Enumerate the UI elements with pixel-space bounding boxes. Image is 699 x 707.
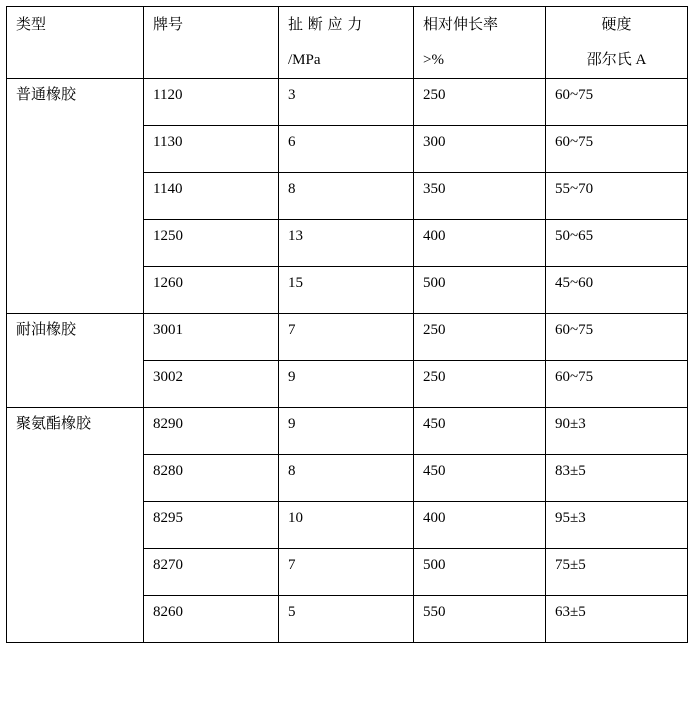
cell-grade: 1250: [144, 220, 279, 267]
cell-hardness: 45~60: [546, 267, 688, 314]
cell-stress: 9: [279, 361, 414, 408]
cell-elongation: 400: [414, 502, 546, 549]
cell-hardness: 50~65: [546, 220, 688, 267]
cell-elongation: 450: [414, 455, 546, 502]
cell-elongation: 350: [414, 173, 546, 220]
group-label: 耐油橡胶: [16, 322, 77, 338]
cell-elongation: 550: [414, 596, 546, 643]
cell-grade: 1130: [144, 126, 279, 173]
header-cell-stress: [279, 7, 414, 79]
cell-stress: 7: [279, 549, 414, 596]
header-cell-type: [7, 7, 144, 79]
cell-elongation: 250: [414, 314, 546, 361]
cell-grade: 8290: [144, 408, 279, 455]
rubber-specification-table: [6, 6, 688, 643]
group-label: 普通橡胶: [16, 87, 77, 103]
table-row: [7, 314, 688, 361]
header-label-grade: 牌号: [153, 17, 184, 33]
cell-elongation: 450: [414, 408, 546, 455]
cell-grade: 8280: [144, 455, 279, 502]
cell-hardness: 95±3: [546, 502, 688, 549]
header-label-elongation-unit: >%: [423, 52, 444, 68]
cell-grade: 3001: [144, 314, 279, 361]
cell-elongation: 250: [414, 361, 546, 408]
group-cell-oil-resistant-rubber: [7, 314, 144, 408]
header-label-stress-unit: /MPa: [288, 52, 321, 68]
cell-elongation: 300: [414, 126, 546, 173]
cell-elongation: 500: [414, 549, 546, 596]
cell-grade: 1260: [144, 267, 279, 314]
header-label-hardness: 硬度: [601, 17, 632, 33]
cell-stress: 8: [279, 173, 414, 220]
cell-stress: 5: [279, 596, 414, 643]
cell-grade: 3002: [144, 361, 279, 408]
cell-stress: 3: [279, 79, 414, 126]
cell-stress: 9: [279, 408, 414, 455]
cell-elongation: 400: [414, 220, 546, 267]
header-label-elongation: 相对伸长率: [423, 17, 499, 33]
cell-hardness: 90±3: [546, 408, 688, 455]
group-cell-ordinary-rubber: [7, 79, 144, 314]
cell-elongation: 500: [414, 267, 546, 314]
header-cell-hardness: [546, 7, 688, 79]
header-cell-grade: [144, 7, 279, 79]
cell-hardness: 75±5: [546, 549, 688, 596]
cell-grade: 8260: [144, 596, 279, 643]
cell-stress: 10: [279, 502, 414, 549]
header-label-type: 类型: [16, 17, 47, 33]
header-label-stress: 扯 断 应 力: [288, 17, 363, 33]
table-row: [7, 408, 688, 455]
cell-stress: 15: [279, 267, 414, 314]
cell-elongation: 250: [414, 79, 546, 126]
cell-hardness: 60~75: [546, 314, 688, 361]
cell-grade: 8270: [144, 549, 279, 596]
cell-stress: 7: [279, 314, 414, 361]
header-label-hardness-scale: 邵尔氏 A: [586, 52, 647, 68]
cell-hardness: 83±5: [546, 455, 688, 502]
cell-stress: 8: [279, 455, 414, 502]
cell-grade: 1120: [144, 79, 279, 126]
cell-hardness: 60~75: [546, 361, 688, 408]
table-header-row: [7, 7, 688, 79]
cell-hardness: 63±5: [546, 596, 688, 643]
cell-hardness: 55~70: [546, 173, 688, 220]
group-label: 聚氨酯橡胶: [16, 416, 92, 432]
cell-stress: 13: [279, 220, 414, 267]
cell-grade: 1140: [144, 173, 279, 220]
cell-grade: 8295: [144, 502, 279, 549]
cell-hardness: 60~75: [546, 126, 688, 173]
table-row: [7, 79, 688, 126]
cell-hardness: 60~75: [546, 79, 688, 126]
header-cell-elongation: [414, 7, 546, 79]
cell-stress: 6: [279, 126, 414, 173]
group-cell-polyurethane-rubber: [7, 408, 144, 643]
